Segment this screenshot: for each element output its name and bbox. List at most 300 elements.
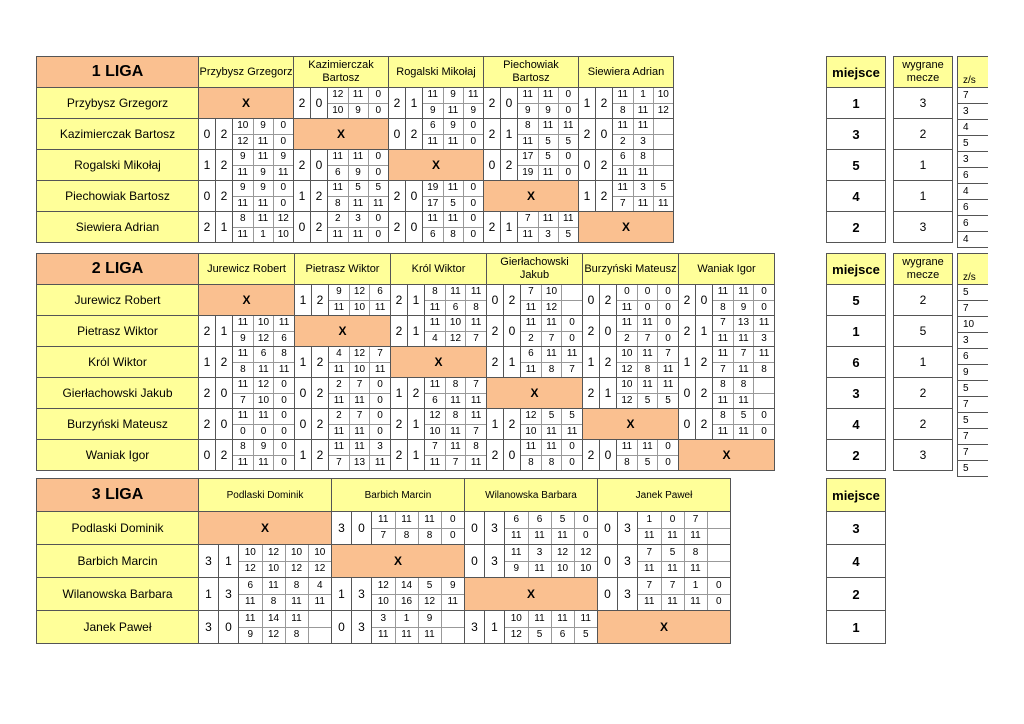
point-value: 11 — [613, 88, 633, 103]
sets-won-total: 5 — [958, 413, 988, 429]
point-value: 11 — [466, 316, 486, 331]
sets-lost: 2 — [216, 181, 233, 212]
point-value: 11 — [329, 440, 349, 455]
standings-table — [826, 56, 953, 243]
sets-lost: 1 — [696, 316, 713, 347]
set-points — [521, 285, 583, 316]
point-value: 1 — [395, 611, 418, 627]
sets-won: 0 — [199, 119, 216, 150]
point-value: 12 — [253, 331, 273, 346]
sets-won: 2 — [294, 150, 311, 181]
place-value: 3 — [827, 119, 886, 150]
point-value: 6 — [239, 578, 262, 594]
point-value: 11 — [541, 440, 561, 455]
set-points — [425, 409, 487, 440]
point-value: 6 — [551, 627, 574, 643]
point-value: 11 — [285, 594, 308, 610]
point-value: 0 — [562, 455, 582, 470]
point-value: 11 — [658, 362, 678, 377]
point-value: 12 — [328, 88, 348, 103]
sets-lost: 2 — [596, 150, 613, 181]
point-value: 6 — [445, 300, 465, 315]
row-header-player: Przybysz Grzegorz — [37, 88, 199, 119]
point-value: 11 — [644, 563, 655, 575]
point-value: 11 — [521, 316, 541, 331]
set-points — [617, 316, 679, 347]
place-header: miejsce — [827, 479, 886, 512]
sets-lost: 0 — [219, 611, 239, 644]
place-header: miejsce — [827, 57, 886, 88]
sets-won: 2 — [199, 212, 216, 243]
sets-won: 1 — [679, 347, 696, 378]
standings-row — [827, 181, 953, 212]
wins-value: 1 — [894, 181, 953, 212]
set-points — [329, 440, 391, 471]
point-value: 11 — [370, 300, 390, 315]
league-table-1 — [36, 56, 674, 243]
point-value: 9 — [524, 104, 531, 116]
point-value: 3 — [370, 440, 390, 455]
set-points — [423, 119, 484, 150]
point-value: 11 — [245, 596, 256, 608]
point-value: 0 — [274, 393, 294, 408]
sets-lost: 0 — [311, 88, 328, 119]
point-value — [308, 611, 331, 627]
point-value: 11 — [525, 301, 537, 313]
point-value: 11 — [370, 455, 390, 470]
point-value: 10 — [239, 545, 262, 561]
sets-won-total: 7 — [958, 88, 988, 104]
sets-lost: 2 — [406, 119, 423, 150]
point-value: 8 — [541, 362, 561, 377]
sets-lost: 0 — [600, 316, 617, 347]
sets-lost: 1 — [408, 409, 425, 440]
point-value: 7 — [619, 197, 626, 209]
point-value: 11 — [538, 88, 558, 103]
sets-lost: 3 — [352, 611, 372, 644]
gap — [886, 57, 894, 88]
point-value: 0 — [658, 316, 678, 331]
point-value: 11 — [733, 393, 753, 408]
point-value: 11 — [274, 316, 294, 331]
set-points — [613, 119, 674, 150]
point-value: 11 — [308, 594, 331, 610]
standings-row — [827, 119, 953, 150]
point-value: 10 — [377, 596, 389, 608]
point-value: 12 — [285, 561, 308, 577]
point-value: 11 — [522, 228, 533, 240]
point-value: 8 — [445, 378, 465, 393]
set-points — [372, 578, 465, 611]
point-value: 0 — [273, 134, 293, 149]
sets-won: 2 — [389, 181, 406, 212]
point-value: 11 — [348, 150, 368, 165]
sets-lost: 2 — [696, 347, 713, 378]
point-value: 0 — [558, 150, 578, 165]
row-header-player: Król Wiktor — [37, 347, 199, 378]
sets-won: 2 — [294, 88, 311, 119]
point-value: 11 — [617, 440, 637, 455]
point-value: 0 — [368, 103, 388, 118]
point-value: 11 — [237, 197, 248, 209]
point-value: 0 — [463, 119, 483, 134]
set-points — [713, 316, 775, 347]
column-header-player: Barbich Marcin — [332, 479, 465, 512]
place-value: 4 — [827, 181, 886, 212]
wins-value: 2 — [894, 285, 953, 316]
point-value: 11 — [372, 512, 395, 528]
sets-won: 0 — [199, 181, 216, 212]
sets-won: 2 — [199, 378, 216, 409]
wins-header: wygrane mecze — [894, 254, 953, 285]
place-header: miejsce — [827, 254, 886, 285]
sets-lost: 0 — [600, 440, 617, 471]
standings-row — [827, 512, 886, 545]
point-value: 7 — [733, 347, 753, 362]
point-value: 8 — [528, 456, 534, 468]
point-value: 11 — [395, 627, 418, 643]
sets-won: 1 — [199, 347, 216, 378]
point-value: 6 — [429, 228, 436, 240]
sets-lost: 3 — [485, 545, 505, 578]
row-header-player: Siewiera Adrian — [37, 212, 199, 243]
sets-won: 1 — [391, 378, 408, 409]
sets-won: 0 — [679, 409, 696, 440]
point-value: 5 — [538, 134, 558, 149]
sets-lost: 1 — [485, 611, 505, 644]
self-match-cell: X — [579, 212, 674, 243]
point-value: 8 — [633, 150, 653, 165]
point-value: 12 — [273, 212, 293, 227]
point-value: 9 — [513, 563, 520, 575]
sets-lost: 0 — [352, 512, 372, 545]
point-value: 5 — [368, 181, 388, 196]
point-value: 11 — [713, 285, 733, 300]
point-value: 11 — [349, 424, 369, 439]
point-value: 3 — [633, 181, 653, 196]
point-value: 11 — [528, 611, 551, 627]
sets-lost: 2 — [408, 378, 425, 409]
point-value: 8 — [334, 197, 341, 209]
point-value: 6 — [253, 347, 273, 362]
point-value: 14 — [262, 611, 285, 627]
set-points — [329, 285, 391, 316]
sets-won-total: 3 — [958, 152, 988, 168]
sets-won: 0 — [389, 119, 406, 150]
point-value: 0 — [368, 212, 388, 227]
point-value: 0 — [463, 181, 483, 196]
set-points — [328, 150, 389, 181]
point-value: 10 — [525, 425, 537, 437]
point-value: 8 — [285, 627, 308, 643]
point-value: 5 — [733, 409, 753, 424]
point-value: 12 — [372, 578, 395, 594]
point-value: 12 — [425, 409, 445, 424]
point-value: 5 — [661, 545, 684, 561]
point-value: 10 — [551, 561, 574, 577]
sets-won: 0 — [598, 512, 618, 545]
point-value — [653, 119, 673, 134]
sets-won: 2 — [487, 347, 504, 378]
point-value: 8 — [541, 455, 561, 470]
point-value: 11 — [378, 629, 389, 641]
point-value: 11 — [445, 440, 465, 455]
sets-lost: 0 — [311, 150, 328, 181]
point-value: 3 — [538, 227, 558, 242]
point-value: 8 — [262, 594, 285, 610]
column-header-player: Wilanowska Barbara — [465, 479, 598, 512]
wins-header: wygrane mecze — [894, 57, 953, 88]
sets-lost: 2 — [216, 347, 233, 378]
set-points — [233, 440, 295, 471]
point-value: 0 — [562, 331, 582, 346]
row-header-player: Jurewicz Robert — [37, 285, 199, 316]
point-value: 19 — [423, 181, 443, 196]
point-value: 11 — [463, 88, 483, 103]
point-value: 0 — [707, 594, 730, 610]
point-value: 5 — [574, 627, 597, 643]
point-value: 9 — [733, 300, 753, 315]
point-value: 2 — [329, 378, 349, 393]
set-points — [233, 409, 295, 440]
point-value: 11 — [273, 165, 293, 180]
standings-row — [827, 285, 953, 316]
point-value: 11 — [574, 611, 597, 627]
league-table-3 — [36, 478, 731, 644]
point-value: 11 — [429, 456, 441, 468]
row-header-player: Kazimierczak Bartosz — [37, 119, 199, 150]
standings-table — [826, 253, 953, 471]
sets-lost: 2 — [501, 150, 518, 181]
point-value: 11 — [443, 181, 463, 196]
point-value — [653, 165, 673, 180]
sets-lost: 2 — [504, 409, 521, 440]
point-value: 11 — [617, 316, 637, 331]
row-header-player: Waniak Igor — [37, 440, 199, 471]
point-value: 7 — [466, 424, 486, 439]
gap — [886, 254, 894, 285]
point-value: 11 — [285, 611, 308, 627]
set-points — [329, 378, 391, 409]
column-header-player: Burzyński Mateusz — [583, 254, 679, 285]
point-value: 0 — [658, 331, 678, 346]
column-header-player: Janek Paweł — [598, 479, 731, 512]
sets-won: 2 — [199, 316, 216, 347]
point-value: 0 — [574, 528, 597, 544]
point-value — [308, 627, 331, 643]
sets-won: 2 — [679, 316, 696, 347]
point-value: 11 — [522, 135, 533, 147]
zs-header: z/s — [958, 57, 988, 88]
sets-lost: 2 — [216, 119, 233, 150]
standings-row — [827, 440, 953, 471]
sets-won: 0 — [332, 611, 352, 644]
point-value: 4 — [432, 332, 438, 344]
sets-won: 0 — [583, 285, 600, 316]
point-value: 5 — [443, 196, 463, 211]
row-header-player: Barbich Marcin — [37, 545, 199, 578]
point-value: 11 — [332, 228, 343, 240]
place-value: 1 — [827, 88, 886, 119]
sets-ratio-table — [957, 56, 988, 248]
self-match-cell: X — [389, 150, 484, 181]
set-points — [518, 88, 579, 119]
set-points — [328, 181, 389, 212]
point-value: 0 — [661, 512, 684, 528]
sets-won: 1 — [295, 285, 312, 316]
self-match-cell: X — [199, 285, 295, 316]
point-value: 10 — [308, 545, 331, 561]
point-value: 0 — [562, 316, 582, 331]
sets-lost-total: 7 — [958, 429, 988, 445]
place-value: 3 — [827, 378, 886, 409]
sets-won-total: 6 — [958, 349, 988, 365]
set-points — [638, 578, 731, 611]
point-value: 9 — [247, 629, 254, 641]
wins-value: 3 — [894, 88, 953, 119]
point-value: 8 — [240, 363, 246, 375]
point-value: 2 — [619, 135, 626, 147]
sets-lost: 2 — [312, 409, 329, 440]
gap — [886, 88, 894, 119]
set-points — [713, 347, 775, 378]
column-header-player: Podlaski Dominik — [199, 479, 332, 512]
point-value: 11 — [637, 316, 657, 331]
point-value: 9 — [253, 181, 273, 196]
point-value: 5 — [551, 512, 574, 528]
point-value: 0 — [754, 409, 774, 424]
sets-lost: 2 — [596, 88, 613, 119]
point-value: 0 — [558, 103, 578, 118]
point-value: 11 — [443, 103, 463, 118]
set-points — [233, 150, 294, 181]
point-value: 0 — [637, 285, 657, 300]
sets-won: 0 — [295, 409, 312, 440]
point-value: 10 — [653, 88, 673, 103]
standings-row — [827, 88, 953, 119]
point-value: 0 — [658, 455, 678, 470]
sets-lost: 0 — [216, 378, 233, 409]
point-value: 11 — [466, 285, 486, 300]
point-value: 8 — [445, 409, 465, 424]
sets-won: 1 — [295, 440, 312, 471]
point-value: 0 — [558, 165, 578, 180]
point-value: 0 — [707, 578, 730, 594]
point-value: 0 — [463, 134, 483, 149]
point-value — [707, 528, 730, 544]
sets-won: 0 — [679, 378, 696, 409]
point-value: 0 — [370, 393, 390, 408]
point-value: 11 — [237, 166, 248, 178]
point-value: 11 — [253, 196, 273, 211]
point-value: 10 — [332, 104, 344, 116]
column-header-player: Kazimierczak Bartosz — [294, 57, 389, 88]
point-value: 12 — [574, 545, 597, 561]
point-value: 11 — [637, 347, 657, 362]
point-value: 11 — [333, 363, 345, 375]
sets-won: 2 — [679, 285, 696, 316]
point-value: 11 — [558, 212, 578, 227]
league-title: 3 LIGA — [37, 479, 199, 512]
gap — [886, 181, 894, 212]
point-value: 17 — [427, 197, 439, 209]
wins-value: 3 — [894, 212, 953, 243]
row-header-player: Piechowiak Bartosz — [37, 181, 199, 212]
sets-won: 2 — [389, 88, 406, 119]
point-value: 11 — [613, 119, 633, 134]
set-points — [518, 212, 579, 243]
set-points — [617, 378, 679, 409]
set-points — [521, 316, 583, 347]
point-value: 12 — [349, 285, 369, 300]
place-value: 2 — [827, 212, 886, 243]
point-value: 0 — [273, 196, 293, 211]
point-value: 6 — [334, 166, 341, 178]
sets-won-total: 10 — [958, 317, 988, 333]
point-value: 0 — [441, 528, 464, 544]
point-value: 7 — [684, 512, 707, 528]
point-value: 3 — [348, 212, 368, 227]
point-value — [562, 285, 582, 300]
set-points — [328, 88, 389, 119]
table-row — [37, 212, 674, 243]
wins-value: 1 — [894, 150, 953, 181]
point-value: 11 — [274, 362, 294, 377]
sets-lost: 0 — [501, 88, 518, 119]
point-value: 8 — [518, 119, 538, 134]
point-value: 11 — [418, 627, 441, 643]
standings-row — [827, 545, 886, 578]
point-value: 4 — [308, 578, 331, 594]
sets-won: 2 — [583, 316, 600, 347]
point-value: 11 — [253, 212, 273, 227]
point-value: 11 — [239, 611, 262, 627]
point-value: 0 — [368, 227, 388, 242]
set-points — [239, 611, 332, 644]
self-match-cell: X — [679, 440, 775, 471]
gap — [886, 347, 894, 378]
sets-lost: 1 — [216, 316, 233, 347]
point-value: 5 — [348, 181, 368, 196]
point-value: 7 — [349, 378, 369, 393]
self-match-cell: X — [294, 119, 389, 150]
point-value: 12 — [541, 300, 561, 315]
point-value: 9 — [253, 440, 273, 455]
point-value: 9 — [348, 165, 368, 180]
sets-lost: 2 — [600, 285, 617, 316]
point-value: 7 — [661, 578, 684, 594]
point-value: 2 — [329, 409, 349, 424]
sets-lost: 0 — [504, 440, 521, 471]
point-value: 5 — [538, 150, 558, 165]
set-points — [713, 378, 775, 409]
point-value: 12 — [262, 545, 285, 561]
point-value: 12 — [551, 545, 574, 561]
point-value: 10 — [253, 316, 273, 331]
sets-lost-total: 4 — [958, 232, 988, 248]
point-value — [653, 134, 673, 149]
league-table-2 — [36, 253, 775, 471]
point-value: 7 — [541, 331, 561, 346]
point-value: 1 — [684, 578, 707, 594]
point-value: 5 — [558, 134, 578, 149]
point-value: 12 — [510, 629, 522, 641]
sets-won-total: 4 — [958, 120, 988, 136]
sets-lost: 3 — [618, 512, 638, 545]
point-value: 10 — [574, 561, 597, 577]
point-value: 0 — [658, 300, 678, 315]
self-match-cell: X — [199, 88, 294, 119]
